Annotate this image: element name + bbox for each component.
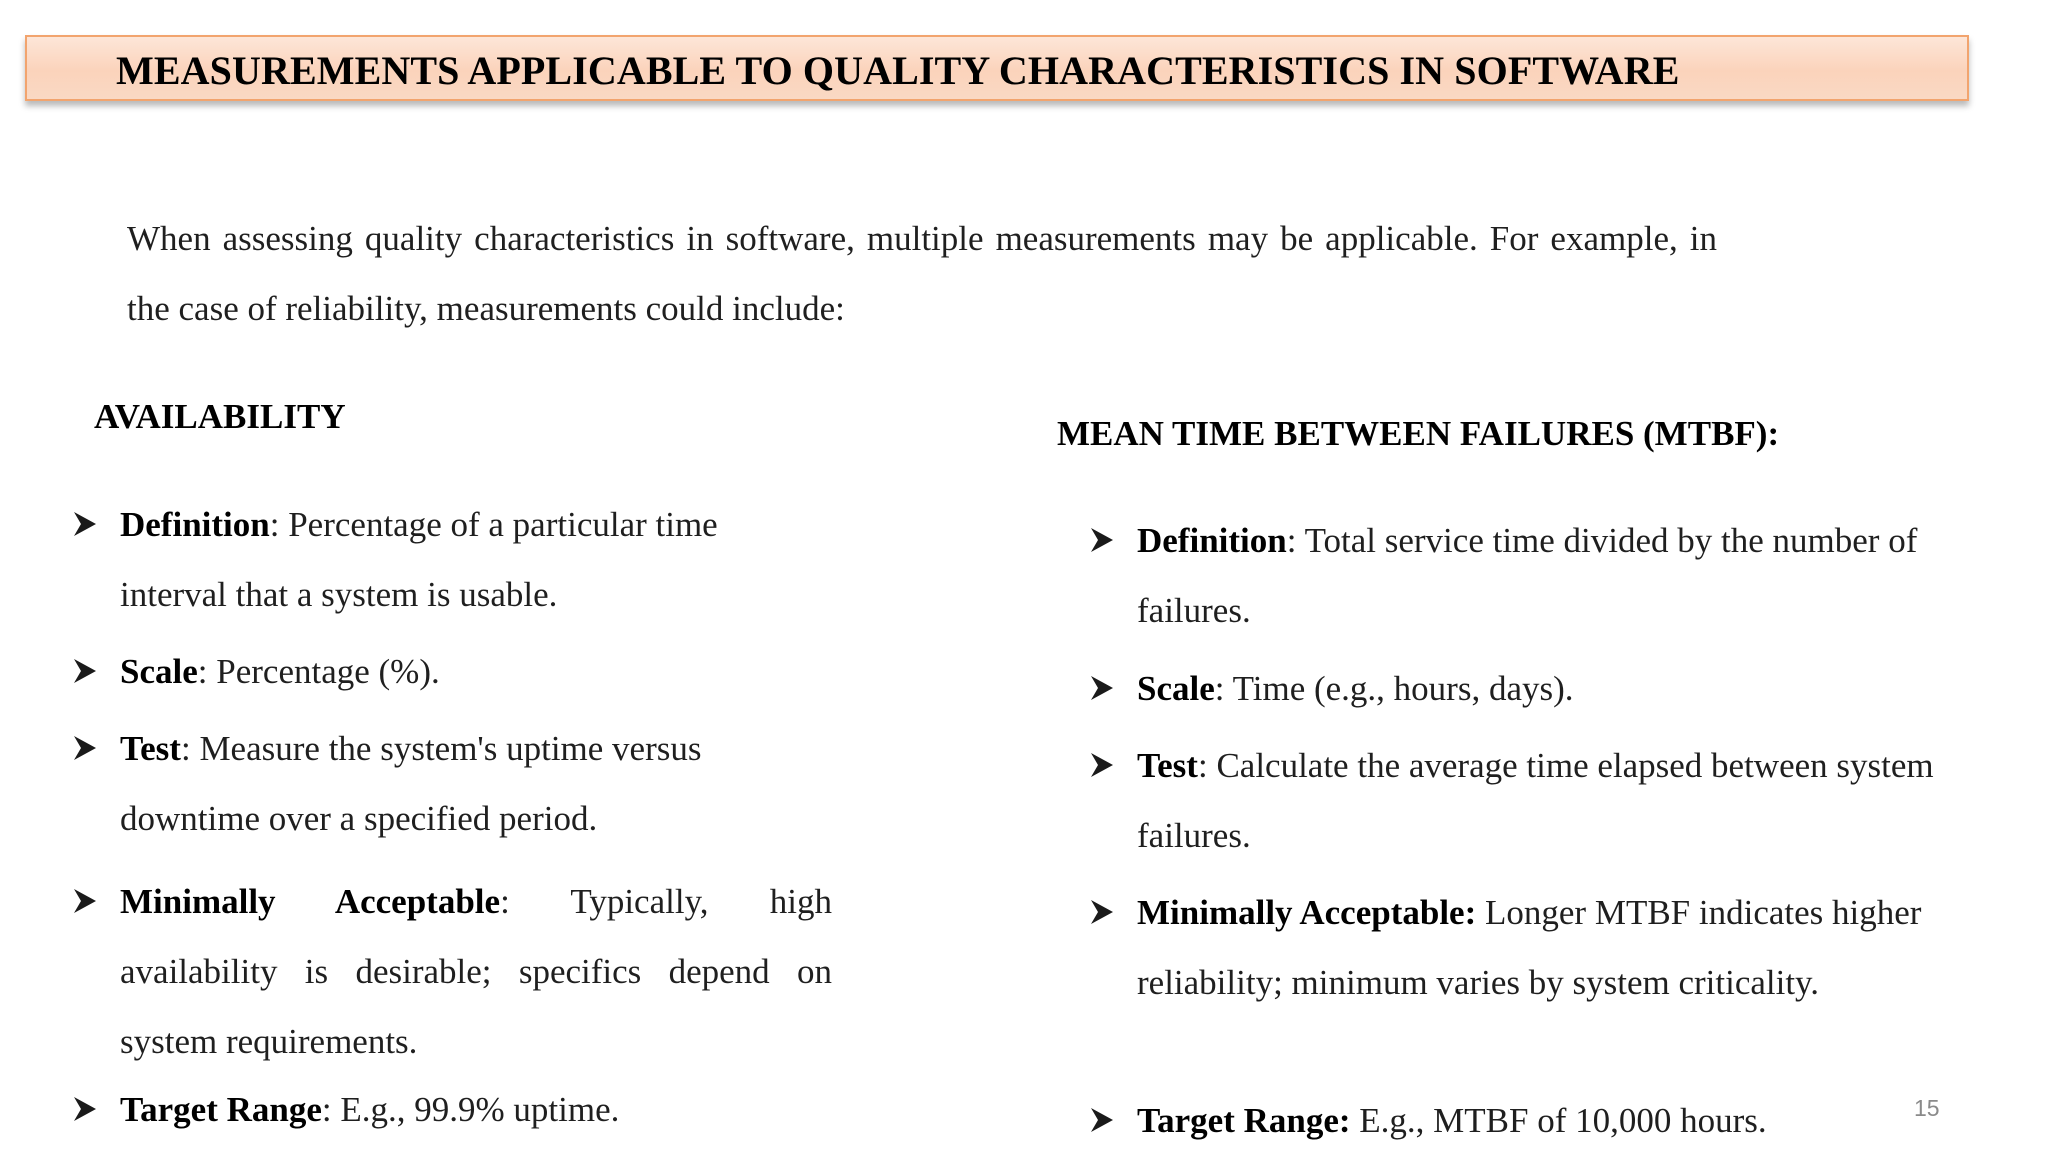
- page-number: 15: [1914, 1095, 1940, 1121]
- slide-title: MEASUREMENTS APPLICABLE TO QUALITY CHARACTERISTICS IN SOFTWARE: [116, 48, 1680, 93]
- item-term: Scale: [120, 652, 198, 691]
- arrowhead-bullet-icon: [1089, 878, 1119, 948]
- availability-minimally-acceptable-item: [120, 867, 832, 1077]
- mtbf-definition-item: [1137, 506, 1982, 646]
- item-term: Target Range:: [1137, 1101, 1351, 1140]
- availability-target-range-item: [120, 1075, 820, 1145]
- item-text: Measure the system's uptime versus downtime over a specified period.: [120, 729, 702, 838]
- mtbf-test-item: [1137, 731, 1942, 871]
- item-term: Minimally Acceptable: [120, 882, 501, 921]
- item-text: Percentage of a particular time interval that a system is usable.: [120, 505, 718, 614]
- item-separator: :: [180, 729, 200, 768]
- item-text: Time (e.g., hours, days).: [1232, 669, 1574, 708]
- item-text: Typically, high availability is desirable; specifics depend on system requirements.: [120, 882, 832, 1061]
- availability-heading: AVAILABILITY: [94, 397, 346, 436]
- arrowhead-bullet-icon: [1089, 654, 1119, 724]
- availability-scale-item: [120, 637, 820, 707]
- availability-definition-item: [120, 490, 800, 630]
- item-term: Definition: [120, 505, 270, 544]
- availability-test-item: [120, 714, 800, 854]
- mtbf-minimally-acceptable-item: [1137, 878, 1937, 1018]
- arrowhead-bullet-icon: [72, 1075, 102, 1145]
- mtbf-heading: MEAN TIME BETWEEN FAILURES (MTBF):: [1057, 414, 1780, 453]
- item-term: Scale: [1137, 669, 1215, 708]
- item-text: E.g., MTBF of 10,000 hours.: [1359, 1101, 1767, 1140]
- item-text: Calculate the average time elapsed between system failures.: [1137, 746, 1934, 855]
- item-text: Total service time divided by the number of failures.: [1137, 521, 1918, 630]
- arrowhead-bullet-icon: [1089, 1086, 1119, 1156]
- arrowhead-bullet-icon: [72, 490, 102, 560]
- item-separator: :: [1286, 521, 1305, 560]
- item-separator: :: [197, 652, 217, 691]
- item-separator: :: [500, 882, 571, 921]
- item-separator: [1351, 1101, 1360, 1140]
- mtbf-scale-item: [1137, 654, 1982, 724]
- item-term: Minimally Acceptable:: [1137, 893, 1477, 932]
- item-text: E.g., 99.9% uptime.: [340, 1090, 620, 1129]
- item-separator: :: [321, 1090, 341, 1129]
- item-term: Definition: [1137, 521, 1287, 560]
- arrowhead-bullet-icon: [72, 637, 102, 707]
- item-separator: :: [269, 505, 289, 544]
- arrowhead-bullet-icon: [72, 867, 102, 937]
- arrowhead-bullet-icon: [1089, 506, 1119, 576]
- item-text: Longer MTBF indicates higher reliability; minimum varies by system criticality.: [1137, 893, 1922, 1002]
- arrowhead-bullet-icon: [1089, 731, 1119, 801]
- item-term: Target Range: [120, 1090, 322, 1129]
- item-separator: :: [1197, 746, 1217, 785]
- mtbf-target-range-item: [1137, 1086, 1957, 1156]
- intro-paragraph: When assessing quality characteristics in software, multiple measurements may be applicable. For example, in the case of reliability, measurements could include:: [127, 219, 1717, 328]
- item-term: Test: [120, 729, 181, 768]
- item-text: Percentage (%).: [216, 652, 440, 691]
- item-separator: :: [1214, 669, 1233, 708]
- item-separator: [1476, 893, 1485, 932]
- arrowhead-bullet-icon: [72, 714, 102, 784]
- title-banner: [25, 35, 1969, 101]
- item-term: Test: [1137, 746, 1198, 785]
